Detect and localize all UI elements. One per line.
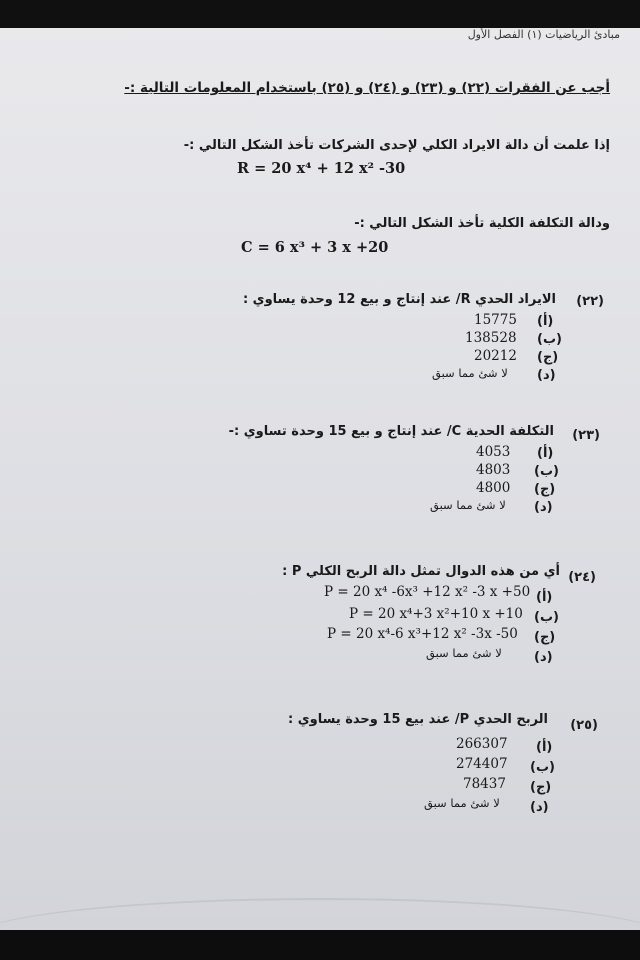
question-23-text: التكلفة الحدية C/ عند إنتاج و بيع 15 وحدة تساوي :- (228, 424, 554, 439)
bottom-dark-bar (0, 930, 640, 960)
revenue-equation: R = 20 x⁴ + 12 x² -30 (237, 160, 406, 177)
option-letter: (أ) (537, 314, 554, 329)
option-letter: (د) (534, 500, 553, 515)
option-letter: (ج) (537, 350, 559, 365)
option-value: 274407 (456, 756, 508, 772)
question-22-number: (٢٢) (576, 294, 604, 309)
question-22-text: الايراد الحدي R/ عند إنتاج و بيع 12 وحدة يساوي : (242, 292, 556, 307)
option-value: 4053 (476, 444, 511, 460)
option-letter: (ب) (534, 464, 559, 479)
option-letter: (ب) (537, 332, 562, 347)
option-value: 138528 (465, 330, 517, 346)
option-value: 266307 (456, 736, 508, 752)
option-letter: (ج) (534, 482, 556, 497)
question-25-number: (٢٥) (570, 718, 598, 733)
running-head: مبادئ الرياضيات (١) الفصل الأول (467, 28, 620, 41)
option-letter: (ب) (530, 760, 555, 775)
option-letter: (د) (537, 368, 556, 383)
option-value: P = 20 x⁴+3 x²+10 x +10 (349, 606, 523, 622)
question-24-text: أي من هذه الدوال تمثل دالة الربح الكلي P : (282, 564, 560, 579)
document-page (0, 28, 640, 930)
option-letter: (د) (530, 800, 549, 815)
question-23-number: (٢٣) (572, 428, 600, 443)
question-24-number: (٢٤) (568, 570, 596, 585)
option-value: لا شئ مما سبق (430, 498, 506, 512)
intro-instruction: أجب عن الفقرات (٢٢) و (٢٣) و (٢٤) و (٢٥) باستخدام المعلومات التالية :- (124, 80, 610, 96)
option-letter: (ج) (534, 630, 556, 645)
option-letter: (أ) (537, 446, 554, 461)
option-value: 78437 (463, 776, 506, 792)
option-value: 15775 (474, 312, 517, 328)
option-letter: (أ) (536, 740, 553, 755)
top-dark-strip (0, 0, 640, 28)
revenue-sentence: إذا علمت أن دالة الايراد الكلي لإحدى الشركات تأخذ الشكل التالي :- (183, 138, 610, 153)
option-letter: (ب) (534, 610, 559, 625)
option-value: لا شئ مما سبق (424, 796, 500, 810)
option-value: لا شئ مما سبق (426, 646, 502, 660)
option-value: 4800 (476, 480, 511, 496)
option-letter: (ج) (530, 780, 552, 795)
option-value: لا شئ مما سبق (432, 366, 508, 380)
option-value: 4803 (476, 462, 511, 478)
option-letter: (د) (534, 650, 553, 665)
cost-sentence: ودالة التكلفة الكلية تأخذ الشكل التالي :- (354, 216, 610, 231)
option-value: P = 20 x⁴ -6x³ +12 x² -3 x +50 (324, 584, 531, 600)
option-value: 20212 (474, 348, 517, 364)
cost-equation: C = 6 x³ + 3 x +20 (241, 239, 389, 256)
page-edge-curve (0, 898, 640, 930)
option-letter: (أ) (536, 590, 553, 605)
question-25-text: الربح الحدي P/ عند بيع 15 وحدة يساوي : (288, 712, 548, 727)
option-value: P = 20 x⁴-6 x³+12 x² -3x -50 (327, 626, 518, 642)
